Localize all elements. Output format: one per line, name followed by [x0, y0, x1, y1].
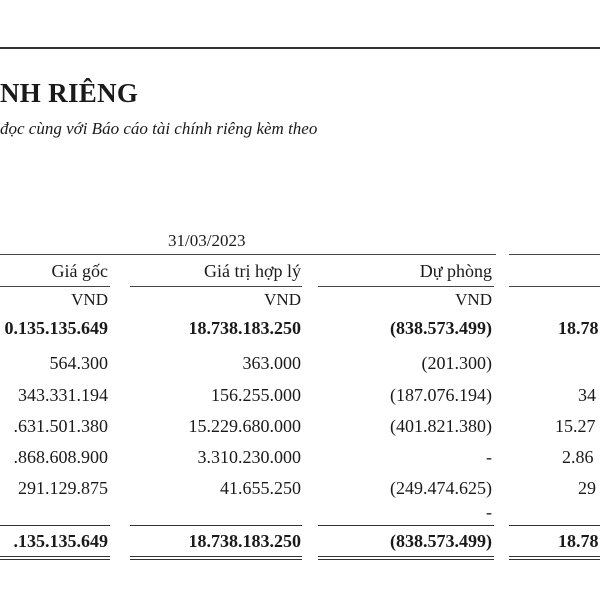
cell-provision: -: [486, 502, 492, 522]
cell-fair: 18.738.183.250: [188, 318, 301, 338]
double-rule: [130, 556, 302, 557]
col-header-cost: Giá gốc: [51, 261, 108, 281]
cell-next: 29: [578, 478, 596, 498]
double-rule: [130, 559, 302, 560]
cell-fair: 156.255.000: [211, 385, 301, 405]
cell-fair: 3.310.230.000: [197, 447, 301, 467]
cell-cost: 291.129.875: [18, 478, 108, 498]
cell-provision: (249.474.625): [390, 478, 492, 498]
unit-provision: VND: [455, 290, 492, 309]
page-title: NH RIÊNG: [0, 78, 139, 108]
unit-fair: VND: [264, 290, 301, 309]
cell-cost: 0.135.135.649: [4, 318, 108, 338]
total-fair: 18.738.183.250: [188, 531, 301, 551]
unit-cost: VND: [71, 290, 108, 309]
cell-next: 18.78: [558, 318, 599, 338]
double-rule: [509, 559, 600, 560]
cell-fair: 41.655.250: [220, 478, 301, 498]
total-provision: (838.573.499): [390, 531, 492, 551]
cell-fair: 15.229.680.000: [188, 416, 301, 436]
cell-cost: 564.300: [49, 353, 108, 373]
double-rule: [318, 556, 494, 557]
cell-cost: .868.608.900: [13, 447, 108, 467]
double-rule: [509, 556, 600, 557]
total-rule: [318, 525, 494, 526]
period-rule: [0, 254, 496, 255]
period-date: 31/03/2023: [168, 231, 246, 250]
col-header-provision: Dự phòng: [419, 261, 492, 281]
cell-provision: (838.573.499): [390, 318, 492, 338]
col-underline: [318, 286, 494, 287]
cell-cost: .631.501.380: [13, 416, 108, 436]
header-rule: [0, 47, 600, 49]
double-rule: [0, 556, 110, 557]
cell-provision: (187.076.194): [390, 385, 492, 405]
cell-next: 34: [578, 385, 596, 405]
cell-provision: (401.821.380): [390, 416, 492, 436]
cell-fair: 363.000: [242, 353, 301, 373]
total-cost: .135.135.649: [13, 531, 108, 551]
total-next: 18.78: [558, 531, 599, 551]
period-rule-next: [509, 254, 600, 255]
cell-cost: 343.331.194: [18, 385, 108, 405]
total-rule: [130, 525, 302, 526]
cell-provision: (201.300): [421, 353, 492, 373]
double-rule: [318, 559, 494, 560]
cell-next: 2.86: [562, 447, 594, 467]
col-underline: [0, 286, 110, 287]
total-rule: [509, 525, 600, 526]
col-header-fair: Giá trị hợp lý: [203, 261, 301, 281]
col-underline: [509, 286, 600, 287]
total-rule: [0, 525, 110, 526]
page-subtitle: đọc cùng với Báo cáo tài chính riêng kèm theo: [0, 119, 318, 138]
cell-next: 15.27: [555, 416, 596, 436]
double-rule: [0, 559, 110, 560]
col-underline: [130, 286, 302, 287]
cell-provision: -: [486, 447, 492, 467]
